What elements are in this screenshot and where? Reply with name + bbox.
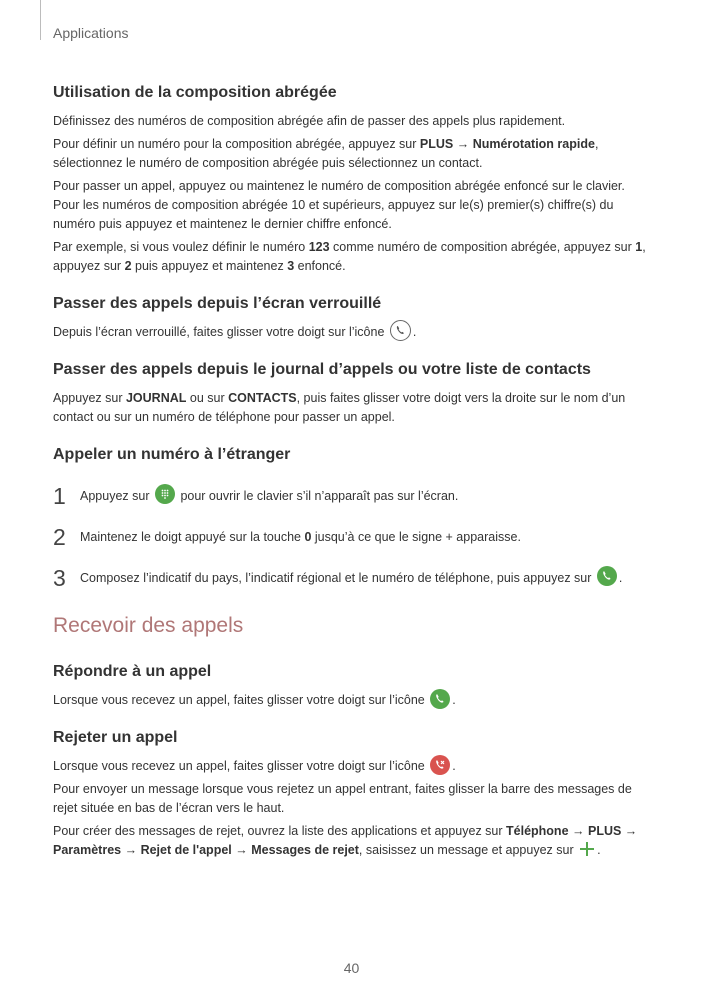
speed-dial-heading: Utilisation de la composition abrégée bbox=[53, 84, 337, 101]
reject-icon bbox=[430, 755, 450, 775]
page-content bbox=[53, 82, 651, 864]
receive-calls-heading: Recevoir des appels bbox=[53, 614, 244, 637]
reject-call-heading: Rejeter un appel bbox=[53, 729, 178, 746]
page-number: 40 bbox=[343, 960, 360, 976]
answer-icon bbox=[430, 689, 450, 709]
speed-dial-call: Pour passer un appel, appuyez ou maintenez le numéro de composition abrégée enfoncé sur le clavier. Pour les numéros de composition abrégée 10 et supérieurs, appuyez sur le(s) premier(s) chiffre(s) du numéro puis appuyez et maintenez le dernier chiffre enfoncé. bbox=[53, 179, 625, 231]
locked-screen-heading: Passer des appels depuis l’écran verrouillé bbox=[53, 295, 382, 312]
reject-create-text: Pour créer des messages de rejet, ouvrez la liste des applications et appuyez sur Téléphone → PLUS → Paramètres → Rejet de l'appel → Messages de rejet, saisissez un message et appuyez sur . bbox=[53, 824, 638, 857]
step-2 bbox=[53, 523, 651, 551]
plus-icon bbox=[579, 841, 595, 857]
locked-screen-text: Depuis l’écran verrouillé, faites glisser votre doigt sur l’icône . bbox=[53, 323, 651, 342]
step-text: Composez l’indicatif du pays, l’indicatif régional et le numéro de téléphone, puis appuyez sur . bbox=[80, 569, 622, 588]
page-header: Applications bbox=[53, 25, 129, 41]
speed-dial-define: Pour définir un numéro pour la composition abrégée, appuyez sur PLUS → Numérotation rapide, sélectionnez le numéro de composition abrégée puis sélectionnez un contact. bbox=[53, 137, 599, 170]
reject-call-text: Lorsque vous recevez un appel, faites glisser votre doigt sur l’icône . bbox=[53, 757, 651, 776]
step-number: 1 bbox=[53, 483, 66, 509]
step-number: 3 bbox=[53, 565, 66, 591]
reject-message-text: Pour envoyer un message lorsque vous rejetez un appel entrant, faites glisser la barre des messages de rejet située en bas de l’écran vers le haut. bbox=[53, 782, 632, 815]
answer-call-heading: Répondre à un appel bbox=[53, 663, 212, 680]
step-text: Appuyez sur pour ouvrir le clavier s’il n’apparaît pas sur l’écran. bbox=[80, 487, 458, 506]
phone-call-icon bbox=[390, 320, 411, 341]
step-1 bbox=[53, 482, 651, 510]
keypad-icon bbox=[155, 484, 175, 504]
call-icon bbox=[597, 566, 617, 586]
step-number: 2 bbox=[53, 524, 66, 550]
speed-dial-intro: Définissez des numéros de composition abrégée afin de passer des appels plus rapidement. bbox=[53, 114, 566, 128]
answer-call-text: Lorsque vous recevez un appel, faites glisser votre doigt sur l’icône . bbox=[53, 691, 651, 710]
step-3 bbox=[53, 564, 651, 592]
international-heading: Appeler un numéro à l’étranger bbox=[53, 446, 291, 463]
speed-dial-example: Par exemple, si vous voulez définir le numéro 123 comme numéro de composition abrégée, appuyez sur 1, appuyez sur 2 puis appuyez et maintenez 3 enfoncé. bbox=[53, 240, 646, 273]
step-text: Maintenez le doigt appuyé sur la touche 0 jusqu’à ce que le signe + apparaisse. bbox=[80, 529, 521, 544]
log-contacts-text: Appuyez sur JOURNAL ou sur CONTACTS, puis faites glisser votre doigt vers la droite sur le nom d’un contact ou sur un numéro de téléphone pour passer un appel. bbox=[53, 391, 626, 424]
margin-line bbox=[40, 0, 41, 40]
log-contacts-heading: Passer des appels depuis le journal d’appels ou votre liste de contacts bbox=[53, 361, 591, 378]
